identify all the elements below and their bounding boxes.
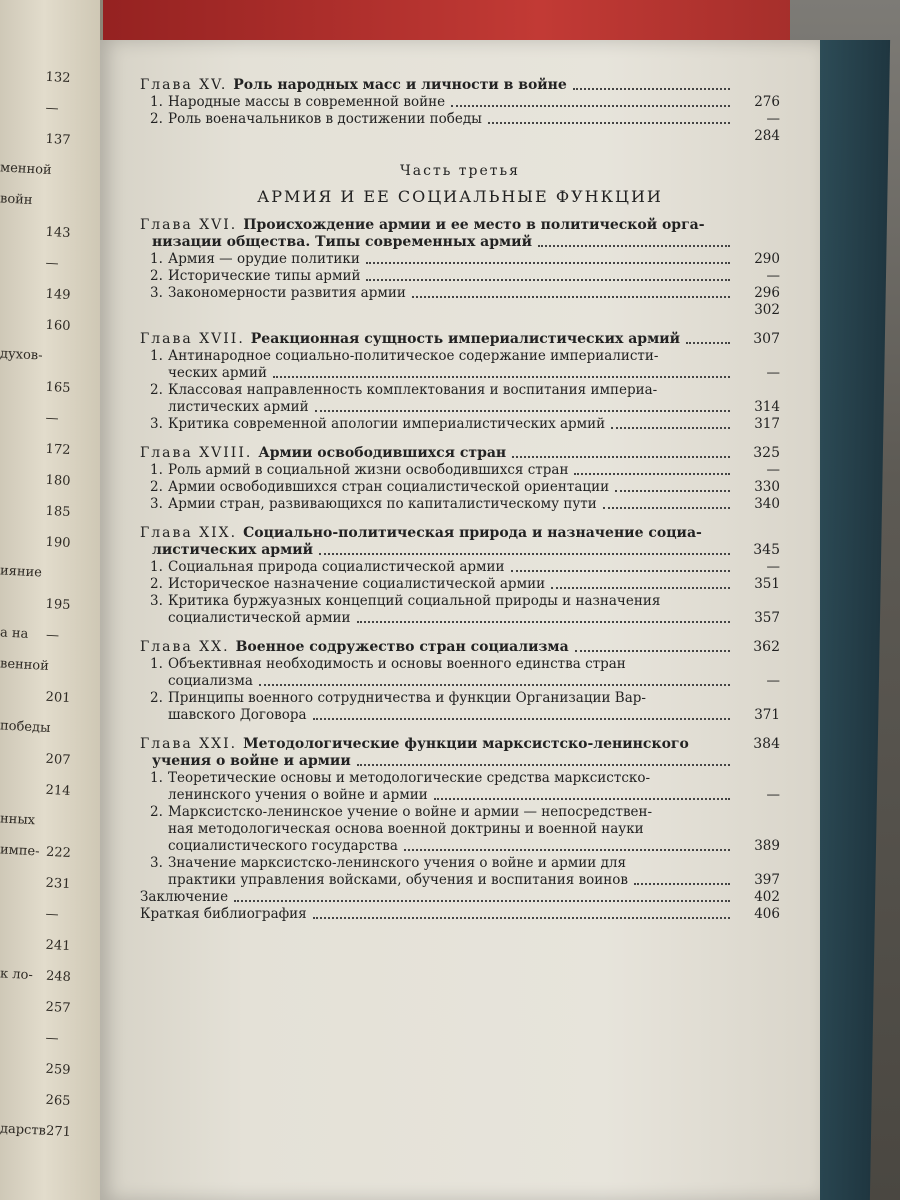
left-page-fragment-page: —: [45, 906, 59, 923]
left-page-fragment: [0, 160, 100, 180]
toc-section: 2. Роль военачальников в достижении победы —: [150, 111, 780, 127]
left-page-fragment-page: 190: [45, 534, 71, 552]
left-page-fragment: [0, 687, 100, 707]
left-page-fragment: [0, 811, 100, 831]
left-page-fragment-page: 259: [45, 1061, 71, 1079]
left-page-fragment: [0, 222, 100, 242]
left-page-fragment: [0, 780, 100, 800]
toc-section: 1. Объективная необходимость и основы военного единства стран социализма —: [150, 656, 780, 689]
left-page-fragment-page: 185: [45, 503, 71, 521]
left-page-fragment-page: 172: [45, 441, 71, 459]
left-page-fragment-page: 257: [45, 999, 71, 1017]
left-page-fragment-text: духов-: [0, 346, 43, 364]
left-page-fragment: [0, 1059, 100, 1079]
left-page-fragment: [0, 67, 100, 87]
toc-page-only: 302: [754, 302, 780, 318]
toc-section: 3. Армии стран, развивающихся по капиталистическому пути 340: [150, 496, 780, 512]
left-page-fragment: [0, 842, 100, 862]
left-page-fragment-page: —: [45, 100, 59, 117]
left-page-fragment: [0, 439, 100, 459]
toc-section: 2. Историческое назначение социалистической армии 351: [150, 576, 780, 592]
left-page-fragment: [0, 346, 100, 366]
left-page-fragment: [0, 377, 100, 397]
left-page-fragment-text: дарств: [0, 1121, 47, 1139]
left-page-fragment: [0, 129, 100, 149]
chapter-20: Глава XX. Военное содружество стран социализма 362: [140, 639, 780, 655]
left-page-fragment: [0, 501, 100, 521]
chapter-21: Глава XXI. Методологические функции марксистско-ленинского 384 учения о войне и армии: [140, 736, 780, 769]
toc-section: 2. Классовая направленность комплектования и воспитания империа- листических армий 314: [150, 382, 780, 415]
left-page-fragment: [0, 532, 100, 552]
left-page-fragment-page: —: [45, 1030, 59, 1047]
left-page-fragment: [0, 749, 100, 769]
left-page-fragment-text: импе-: [0, 842, 40, 860]
left-page-fragment-page: —: [45, 255, 59, 272]
left-page-fragment-page: 143: [45, 224, 71, 242]
left-page-fragment-page: 214: [45, 782, 71, 800]
left-page-fragment: [0, 315, 100, 335]
left-page-fragment: [0, 98, 100, 117]
left-page-fragment: [0, 594, 100, 614]
toc-conclusion: Заключение 402: [140, 889, 780, 905]
left-page-fragment-text: войн: [0, 191, 33, 209]
left-page-fragment-page: —: [45, 410, 59, 427]
left-page-fragment-page: 137: [45, 131, 71, 149]
toc-section: 1. Армия — орудие политики 290: [150, 251, 780, 267]
left-page-fragment: [0, 935, 100, 955]
left-page-fragment-page: 149: [45, 286, 71, 304]
chapter-18: Глава XVIII. Армии освободившихся стран 325: [140, 445, 780, 461]
left-page-fragment: [0, 625, 100, 645]
part-title: АРМИЯ И ЕЕ СОЦИАЛЬНЫЕ ФУНКЦИИ: [257, 187, 663, 206]
table-of-contents: [140, 65, 780, 923]
toc-section: 3. Значение марксистско-ленинского учения о войне и армии для практики управления войсками, обучения и воспитания воинов 397: [150, 855, 780, 888]
toc-section: 3. Критика современной апологии империалистических армий 317: [150, 416, 780, 432]
left-page-fragment: [0, 966, 100, 986]
left-page-fragment-text: венной: [0, 656, 50, 674]
left-page-fragment-page: 248: [45, 968, 72, 986]
left-page-fragment: [0, 563, 100, 583]
left-page-fragment-page: 241: [45, 937, 71, 955]
toc-section: 3. Закономерности развития армии 296: [150, 285, 780, 301]
toc-section: 3. Критика буржуазных концепций социальной природы и назначения социалистической армии 357: [150, 593, 780, 626]
left-page-fragment: [0, 470, 100, 490]
toc-page-only: 284: [754, 128, 780, 144]
left-page-fragment-text: победы: [0, 718, 51, 737]
left-page-fragment: [0, 1090, 100, 1110]
left-page-fragment-page: 271: [45, 1123, 72, 1141]
left-page-fragment: [0, 191, 100, 211]
chapter-16: Глава XVI. Происхождение армии и ее место в политической орга- низации общества. Типы современных армий: [140, 217, 780, 251]
left-page-fragment-text: менной: [0, 160, 53, 179]
toc-section: 2. Армии освободившихся стран социалистической ориентации 330: [150, 479, 780, 495]
left-page-fragment-page: 160: [45, 317, 71, 335]
left-page-fragment: [0, 1121, 100, 1141]
toc-section: 2. Марксистско-ленинское учение о войне и армии — непосредствен- ная методологическая основа военной доктрины и военной науки социалистического государства 389: [150, 804, 780, 854]
left-page-fragment: [0, 656, 100, 676]
left-page-fragment: [0, 718, 100, 738]
left-page-fragment-text: а на: [0, 625, 29, 642]
left-page-fragment-page: 201: [45, 689, 71, 707]
left-page: [0, 0, 103, 1200]
left-page-fragment: [0, 873, 100, 893]
part-label: Часть третья: [399, 163, 521, 179]
left-page-fragment: [0, 904, 100, 923]
left-page-fragment-page: 265: [45, 1092, 71, 1110]
left-page-fragment-page: 195: [45, 596, 71, 614]
toc-section: 1. Народные массы в современной войне 276: [150, 94, 780, 110]
left-page-fragment-text: ияние: [0, 563, 43, 581]
toc-section: 2. Исторические типы армий —: [150, 268, 780, 284]
left-page-fragment: [0, 253, 100, 272]
chapter-15: Глава XV. Роль народных масс и личности в войне: [140, 77, 780, 94]
left-page-fragment-page: 165: [45, 379, 71, 397]
toc-section: 1. Социальная природа социалистической армии —: [150, 559, 780, 575]
toc-section: 1. Теоретические основы и методологические средства марксистско- ленинского учения о войне и армии —: [150, 770, 780, 803]
left-page-fragment-page: 231: [45, 875, 71, 893]
left-page-fragment-page: 222: [45, 844, 72, 862]
right-page: [100, 40, 820, 1200]
toc-section: 2. Принципы военного сотрудничества и функции Организации Вар- шавского Договора 371: [150, 690, 780, 723]
left-page-fragment-page: 180: [45, 472, 71, 490]
left-page-fragment-page: —: [45, 627, 60, 644]
left-page-fragment: [0, 284, 100, 304]
left-page-fragment-text: к ло-: [0, 966, 34, 984]
toc-bibliography: Краткая библиография 406: [140, 906, 780, 922]
chapter-17: Глава XVII. Реакционная сущность империалистических армий 307: [140, 331, 780, 347]
chapter-19: Глава XIX. Социально-политическая природа и назначение социа- листических армий 345: [140, 525, 780, 558]
left-page-fragment: [0, 1028, 100, 1047]
left-page-fragment-text: нных: [0, 811, 36, 829]
toc-section: 1. Роль армий в социальной жизни освободившихся стран —: [150, 462, 780, 478]
left-page-fragment-page: 207: [45, 751, 71, 769]
toc-section: 1. Антинародное социально-политическое содержание империалисти- ческих армий —: [150, 348, 780, 381]
left-page-fragment: [0, 408, 100, 427]
left-page-fragment: [0, 997, 100, 1017]
left-page-fragment-page: 132: [45, 69, 71, 87]
